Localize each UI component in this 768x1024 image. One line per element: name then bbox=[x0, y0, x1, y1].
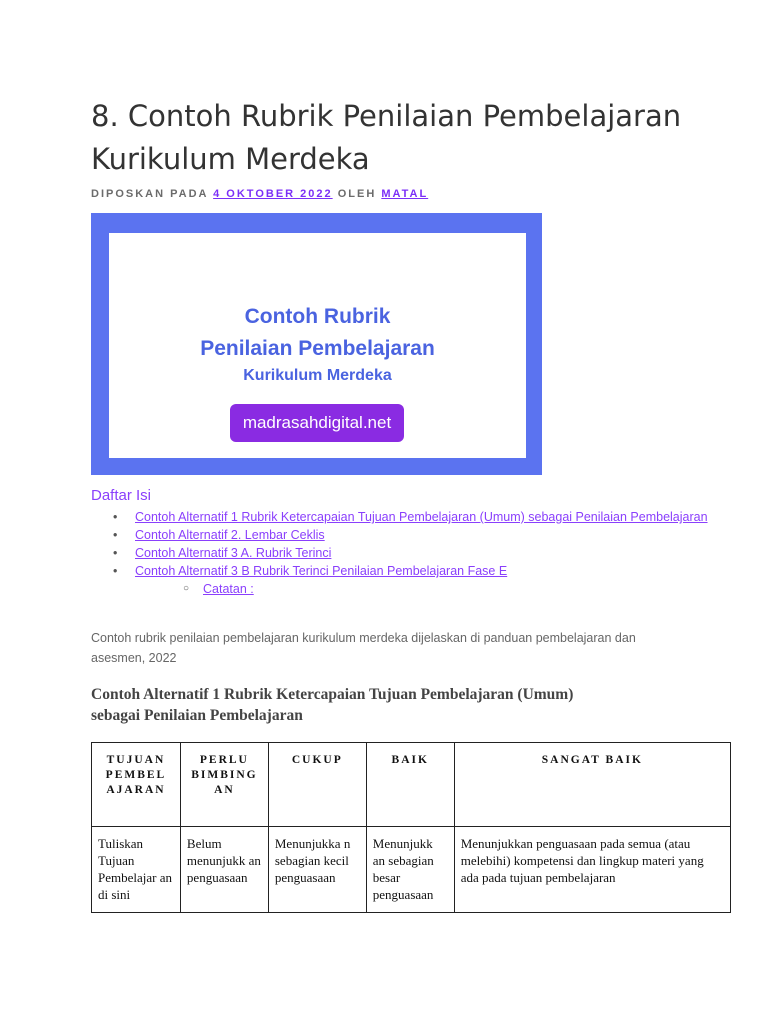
toc-subitem bbox=[91, 580, 711, 598]
featured-image-line1: Contoh Rubrik bbox=[244, 305, 391, 328]
toc-title: Daftar Isi bbox=[91, 487, 152, 504]
cell-perlu-bimbingan: Belum menunjukk an penguasaan bbox=[180, 827, 268, 913]
header-sangat-baik: SANGAT BAIK bbox=[454, 743, 730, 827]
toc-item bbox=[91, 508, 711, 526]
rubric-table bbox=[91, 742, 731, 913]
toc-link-catatan[interactable]: Catatan : bbox=[203, 582, 254, 596]
featured-image-line2: Penilaian Pembelajaran bbox=[200, 337, 435, 360]
post-meta bbox=[91, 188, 428, 200]
bullet-icon: • bbox=[113, 564, 118, 578]
post-date-link[interactable]: 4 OKTOBER 2022 bbox=[213, 188, 333, 200]
header-tujuan-pembelajaran: TUJUAN PEMBEL AJARAN bbox=[92, 743, 181, 827]
cell-tujuan: Tuliskan Tujuan Pembelajar an di sini bbox=[92, 827, 181, 913]
table-row bbox=[92, 827, 731, 913]
meta-prefix: DIPOSKAN PADA bbox=[91, 188, 209, 200]
cell-cukup: Menunjukka n sebagian kecil penguasaan bbox=[268, 827, 366, 913]
bullet-icon: • bbox=[113, 528, 118, 542]
toc-item bbox=[91, 544, 711, 562]
toc-item bbox=[91, 562, 711, 580]
intro-paragraph: Contoh rubrik penilaian pembelajaran kurikulum merdeka dijelaskan di panduan pembelajaran dan asesmen, 2022 bbox=[91, 631, 636, 665]
cell-sangat-baik: Menunjukkan penguasaan pada semua (atau melebihi) kompetensi dan lingkup materi yang ada pada tujuan pembelajaran bbox=[454, 827, 730, 913]
author-link[interactable]: MATAL bbox=[381, 188, 429, 200]
circle-bullet-icon: ○ bbox=[183, 583, 190, 594]
toc-item bbox=[91, 526, 711, 544]
article-title: 8. Contoh Rubrik Penilaian Pembelajaran Kurikulum Merdeka bbox=[91, 99, 682, 176]
toc-link-alternatif-2[interactable]: Contoh Alternatif 2. Lembar Ceklis bbox=[135, 528, 325, 542]
bullet-icon: • bbox=[113, 510, 118, 524]
toc-link-alternatif-3a[interactable]: Contoh Alternatif 3 A. Rubrik Terinci bbox=[135, 546, 332, 560]
featured-image-site-badge: madrasahdigital.net bbox=[230, 404, 404, 442]
featured-image-line3: Kurikulum Merdeka bbox=[243, 367, 392, 384]
table-header-row bbox=[92, 743, 731, 827]
toc-link-alternatif-1[interactable]: Contoh Alternatif 1 Rubrik Ketercapaian Tujuan Pembelajaran (Umum) sebagai Penilaian Pembelajaran bbox=[135, 510, 708, 524]
section-heading: Contoh Alternatif 1 Rubrik Ketercapaian Tujuan Pembelajaran (Umum) sebagai Penilaian Pembelajaran bbox=[91, 686, 574, 724]
featured-image-card bbox=[109, 233, 526, 458]
cell-baik: Menunjukk an sebagian besar penguasaan bbox=[366, 827, 454, 913]
header-cukup: CUKUP bbox=[268, 743, 366, 827]
bullet-icon: • bbox=[113, 546, 118, 560]
table-of-contents bbox=[91, 508, 711, 598]
toc-link-alternatif-3b[interactable]: Contoh Alternatif 3 B Rubrik Terinci Penilaian Pembelajaran Fase E bbox=[135, 564, 508, 578]
featured-image bbox=[91, 213, 542, 475]
header-baik: BAIK bbox=[366, 743, 454, 827]
meta-by: OLEH bbox=[337, 188, 377, 200]
header-perlu-bimbingan: PERLU BIMBING AN bbox=[180, 743, 268, 827]
